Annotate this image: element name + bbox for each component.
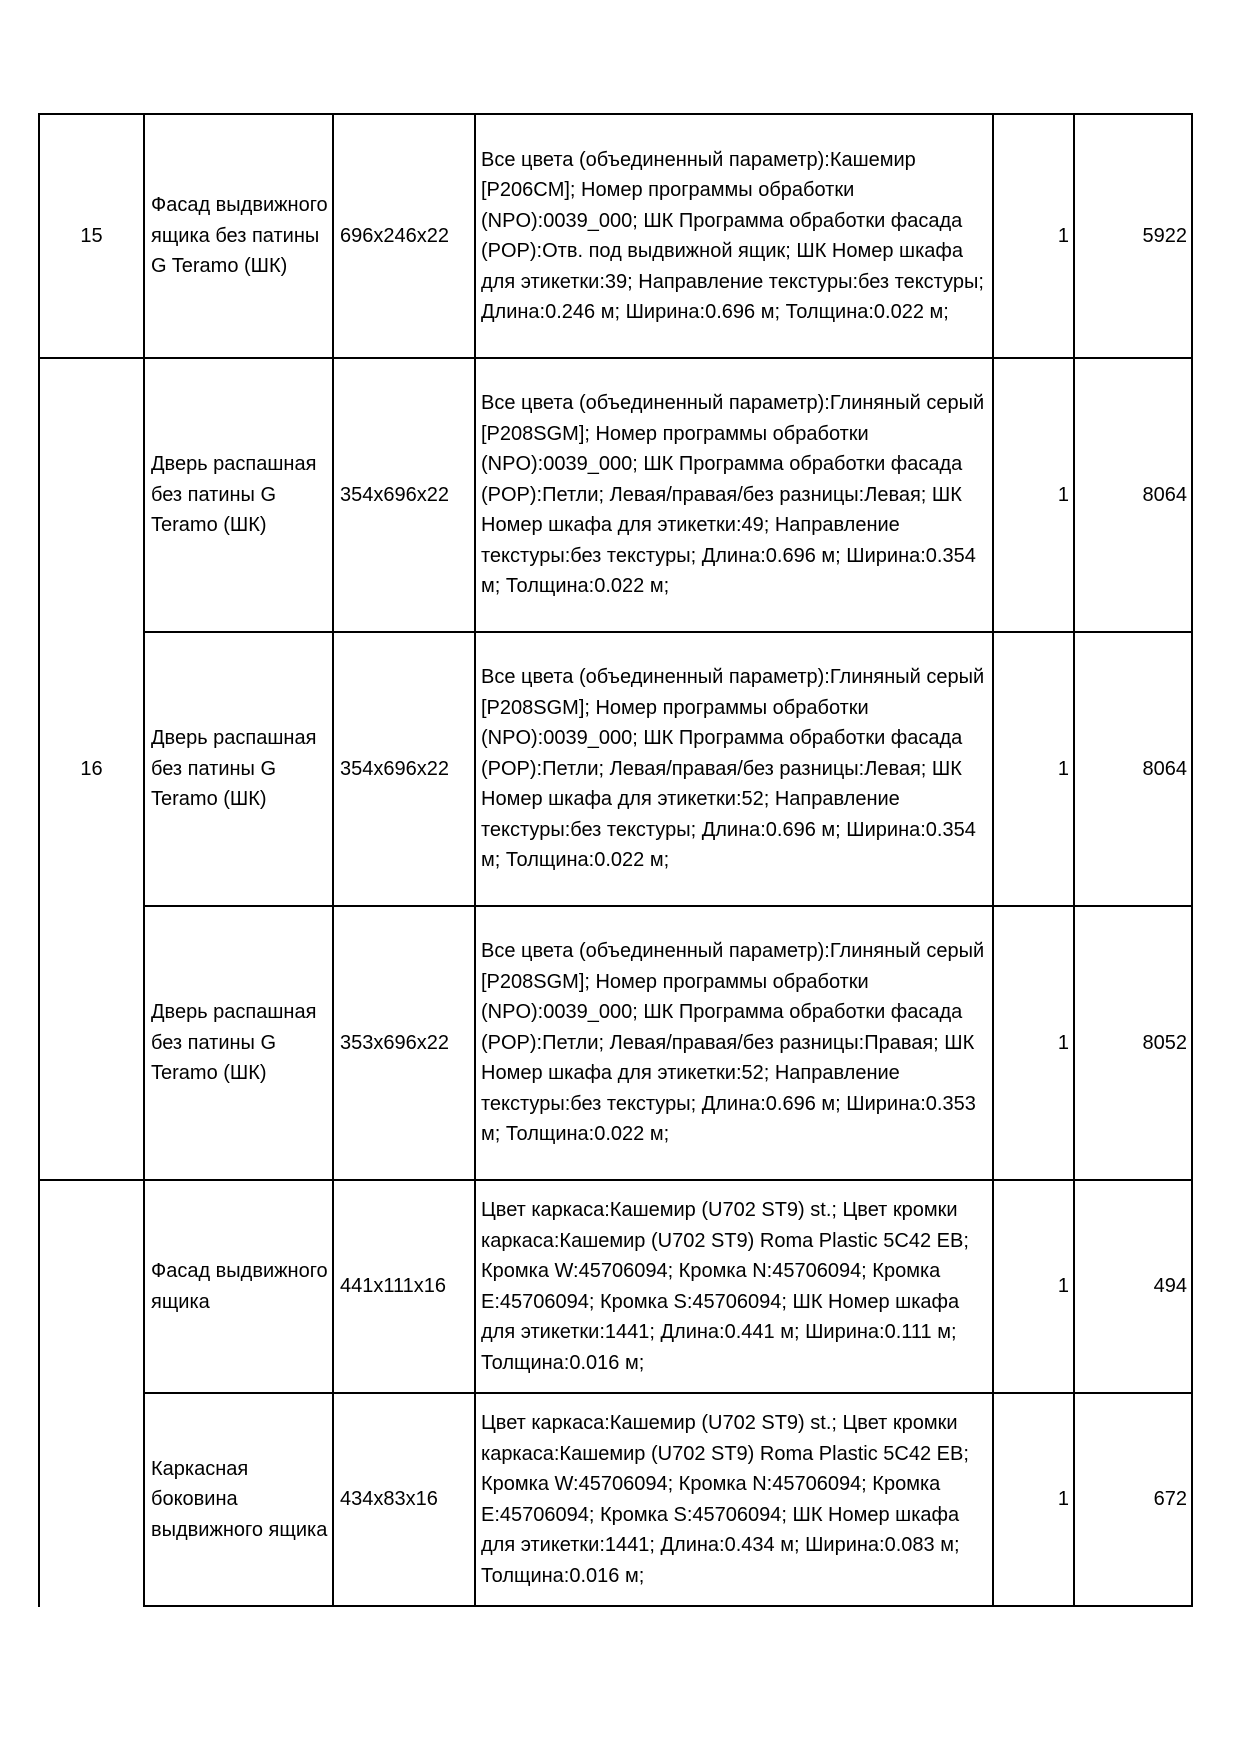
item-description: Все цвета (объединенный параметр):Глиняный серый [P208SGM]; Номер программы обработки (NPO):0039_000; ШК Программа обработки фасада (POP):Петли; Левая/правая/без разницы:Левая; ШК Номер шкафа для этикетки:49; Направление текстуры:без текстуры; Длина:0.696 м; Ширина:0.354 м; Толщина:0.022 м; — [481, 392, 985, 598]
item-size: 441x111x16 — [340, 1275, 447, 1298]
item-name: Фасад выдвижного ящика — [151, 1260, 328, 1313]
item-code: 494 — [1153, 1275, 1187, 1298]
item-number: 15 — [80, 224, 103, 247]
item-description: Все цвета (объединенный параметр):Глиняный серый [P208SGM]; Номер программы обработки (NPO):0039_000; ШК Программа обработки фасада (POP):Петли; Левая/правая/без разницы:Правая; ШК Номер шкафа для этикетки:52; Направление текстуры:без текстуры; Длина:0.696 м; Ширина:0.353 м; Толщина:0.022 м; — [481, 940, 985, 1146]
item-quantity: 1 — [1057, 1031, 1069, 1054]
item-description: Все цвета (объединенный параметр):Кашемир [P206CM]; Номер программы обработки (NPO):0039_000; ШК Программа обработки фасада (POP):Отв. под выдвижной ящик; ШК Номер шкафа для этикетки:39; Направление текстуры:без текстуры; Длина:0.246 м; Ширина:0.696 м; Толщина:0.022 м; — [481, 148, 984, 323]
item-quantity: 1 — [1057, 483, 1069, 506]
item-name: Дверь распашная без патины G Teramo (ШК) — [151, 453, 317, 537]
item-quantity: 1 — [1057, 1488, 1069, 1511]
item-size: 354x696x22 — [340, 483, 449, 506]
item-name: Дверь распашная без патины G Teramo (ШК) — [151, 727, 317, 811]
item-name: Каркасная боковина выдвижного ящика — [151, 1457, 328, 1541]
item-quantity: 1 — [1057, 757, 1069, 780]
item-size: 434x83x16 — [340, 1488, 438, 1511]
item-size: 696x246x22 — [340, 224, 449, 247]
item-code: 8064 — [1142, 483, 1187, 506]
item-description: Цвет каркаса:Кашемир (U702 ST9) st.; Цвет кромки каркаса:Кашемир (U702 ST9) Roma Plastic 5C42 EB; Кромка W:45706094; Кромка N:45706094; Кромка E:45706094; Кромка S:45706094; ШК Номер шкафа для этикетки:1441; Длина:0.434 м; Ширина:0.083 м; Толщина:0.016 м; — [481, 1412, 969, 1587]
item-code: 672 — [1153, 1488, 1187, 1511]
item-description: Цвет каркаса:Кашемир (U702 ST9) st.; Цвет кромки каркаса:Кашемир (U702 ST9) Roma Plastic 5C42 EB; Кромка W:45706094; Кромка N:45706094; Кромка E:45706094; Кромка S:45706094; ШК Номер шкафа для этикетки:1441; Длина:0.441 м; Ширина:0.111 м; Толщина:0.016 м; — [481, 1199, 969, 1374]
item-code: 5922 — [1142, 224, 1187, 247]
table-bottom-border — [143, 1605, 1193, 1607]
table-right-border — [1191, 113, 1193, 1607]
item-size: 354x696x22 — [340, 757, 449, 780]
item-size: 353x696x22 — [340, 1031, 449, 1054]
item-name: Фасад выдвижного ящика без патины G Teramo (ШК) — [151, 194, 328, 278]
item-code: 8064 — [1142, 757, 1187, 780]
item-description: Все цвета (объединенный параметр):Глиняный серый [P208SGM]; Номер программы обработки (NPO):0039_000; ШК Программа обработки фасада (POP):Петли; Левая/правая/без разницы:Левая; ШК Номер шкафа для этикетки:52; Направление текстуры:без текстуры; Длина:0.696 м; Ширина:0.354 м; Толщина:0.022 м; — [481, 666, 985, 872]
item-code: 8052 — [1142, 1031, 1187, 1054]
item-number: 16 — [80, 757, 103, 780]
item-name: Дверь распашная без патины G Teramo (ШК) — [151, 1001, 317, 1085]
item-quantity: 1 — [1057, 1275, 1069, 1298]
item-quantity: 1 — [1057, 224, 1069, 247]
